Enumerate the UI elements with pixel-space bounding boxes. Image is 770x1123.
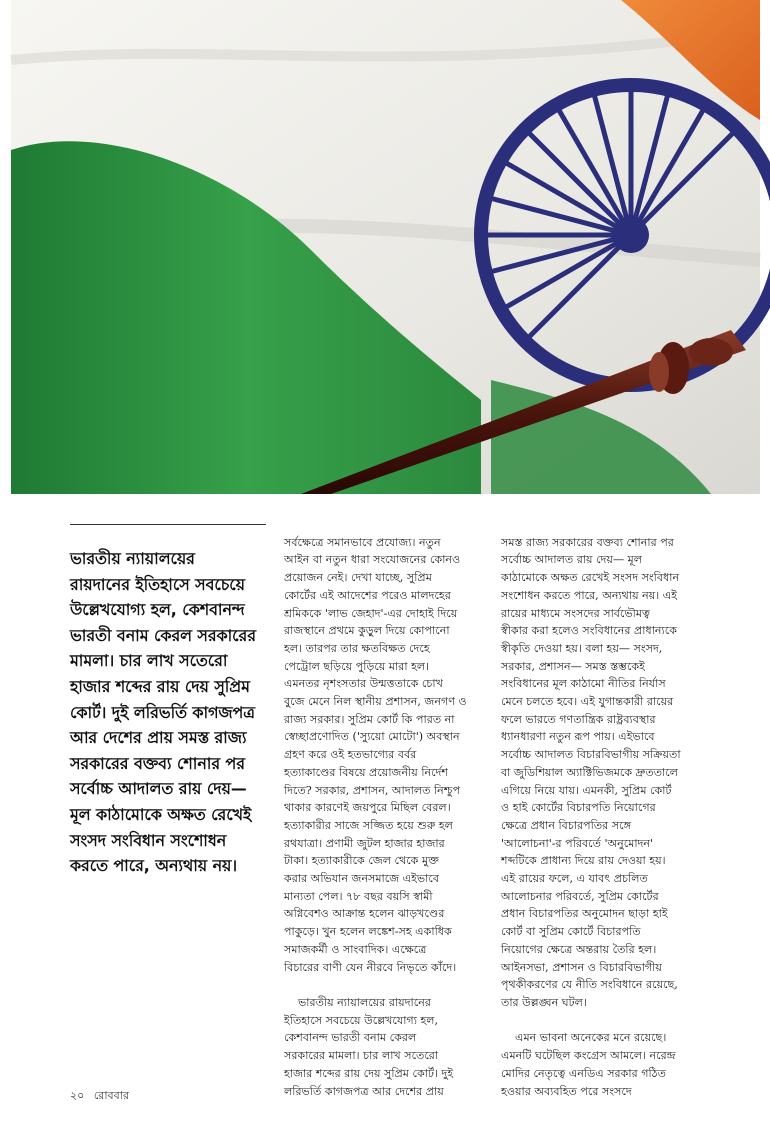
column1-paragraph-2: ভারতীয় ন্যায়ালয়ের রায়দানের ইতিহাসে সবচেয়ে উল্লেখযোগ্য হল, কেশবানন্দ ভারতী বনাম কেরল সরকারের মামলা। চার লাখ সতেরো হাজার শব্দের রায় দেয় সুপ্রিম কোর্ট। দুই লরিভর্তি কাগজপত্র আর দেশের প্রায়	[284, 995, 454, 1098]
magazine-name: রোববার	[93, 1089, 130, 1102]
article-column-1	[284, 516, 484, 1098]
indian-flag-illustration	[11, 0, 760, 494]
pullquote-rule	[70, 524, 266, 525]
hero-photo-flag-gavel	[11, 0, 760, 494]
column2-paragraph-2: এমন ভাবনা অনেকের মনে রয়েছে। এমনটি ঘটেছিল কংগ্রেস আমলে। নরেন্দ্র মোদির নেতৃত্বে এনডিএ সরকার গঠিত হওয়ার অব্যবহিত পরে সংসদে	[501, 1031, 676, 1098]
column2-paragraph-1: সমস্ত রাজ্য সরকারের বক্তব্য শোনার পর সর্বোচ্চ আদালত রায় দেয়— মূল কাঠামোকে অক্ষত রেখেই সংসদ সংবিধান সংশোধন করতে পারে, অন্যথায় নয়। এই রায়ের মাধ্যমে সংসদের সার্বভৌমত্ব স্বীকার করা হলেও সংবিধানের প্রাধান্যকে স্বীকৃতি দেওয়া হয়। বলা হয়— সংসদ, সরকার, প্রশাসন— সমস্ত স্তম্ভকেই সংবিধানের মূল কাঠামো নীতির নির্যাস মেনে চলতে হবে। এই যুগান্তকারী রায়ের ফলে ভারতে গণতান্ত্রিক রাষ্ট্রব্যবস্থার ধ্যানধারণা নতুন রূপ পায়। এইভাবে সর্বোচ্চ আদালত বিচারবিভাগীয় সক্রিয়তা বা জুডিশিয়াল অ্যাক্টিভিজমকে দ্রুততালে এগিয়ে নিয়ে যায়। এমনকী, সুপ্রিম কোর্ট ও হাই কোর্টের বিচারপতি নিয়োগের ক্ষেত্রে প্রধান বিচারপতির সঙ্গে 'আলোচনা'-র পরিবর্তে 'অনুমোদন' শব্দটিকে প্রাধান্য দিয়ে রায় দেওয়া হয়। এই রায়ের ফলে, এ যাবৎ প্রচলিত আলোচনার পরিবর্তে, সুপ্রিম কোর্টের প্রধান বিচারপতির অনুমোদন ছাড়া হাই কোর্ট বা সুপ্রিম কোর্টে বিচারপতি নিয়োগের ক্ষেত্রে অন্তরায় তৈরি হল। আইনসভা, প্রশাসন ও বিচারবিভাগীয় পৃথকীকরণের যে নীতি সংবিধানে রয়েছে, তার উল্লঙ্ঘন ঘটল।	[501, 535, 681, 1009]
column1-paragraph-1: সর্বক্ষেত্রে সমানভাবে প্রযোজ্য। নতুন আইন বা নতুন ধারা সংযোজনের কোনও প্রয়োজন নেই। দেখা যাচ্ছে, সুপ্রিম কোর্টের এই আদেশের পরেও মালদহের শ্রমিককে 'লাভ জেহাদ'-এর দোহাই দিয়ে রাজস্থানে প্রথমে কুড়ুল দিয়ে কোপানো হল। তারপর তার ক্ষতবিক্ষত দেহে পেট্রোল ছড়িয়ে পুড়িয়ে মারা হল। এমনতর নৃশংসতার উন্মত্ততাকে চোখ বুজে মেনে নিল স্থানীয় প্রশাসন, জনগণ ও রাজ্য সরকার। সুপ্রিম কোর্ট কি পারত না স্বেচ্ছাপ্রণোদিত ('স্যুয়ো মোটো') অবস্থান গ্রহণ করে ওই হতভাগ্যের বর্বর হত্যাকাণ্ডের বিষয়ে প্রয়োজনীয় নির্দেশ দিতে? সরকার, প্রশাসন, আদালত নিশ্চুপ থাকার কারণেই জয়পুরে মিছিল বেরল। হত্যাকারীর সাজে সজ্জিত হয়ে শুরু হল রথযাত্রা। প্রণামী জুটল হাজার হাজার টাকা। হত্যাকারীকে জেল থেকে মুক্ত করার অভিযান জনসমাজে এইভাবে মান্যতা পেল। ৭৮ বছর বয়সি স্বামী অগ্নিবেশও আক্রান্ত হলেন ঝাড়খণ্ডের পাকুড়ে। খুন হলেন লঙ্কেশ-সহ একাধিক সমাজকর্মী ও সাংবাদিক। এক্ষেত্রে বিচারের বাণী যেন নীরবে নিভৃতে কাঁদে।	[284, 535, 467, 974]
article-column-2	[501, 516, 701, 1098]
pullquote: ভারতীয় ন্যায়ালয়ের রায়দানের ইতিহাসে সবচেয়ে উল্লেখযোগ্য হল, কেশবানন্দ ভারতী বনাম কেরল সরকারের মামলা। চার লাখ সতেরো হাজার শব্দের রায় দেয় সুপ্রিম কোর্ট। দুই লরিভর্তি কাগজপত্র আর দেশের প্রায় সমস্ত রাজ্য সরকারের বক্তব্য শোনার পর সর্বোচ্চ আদালত রায় দেয়— মূল কাঠামোকে অক্ষত রেখেই সংসদ সংবিধান সংশোধন করতে পারে, অন্যথায় নয়।	[70, 549, 256, 876]
page-number: ২০	[70, 1089, 85, 1102]
page-footer	[70, 1087, 135, 1106]
